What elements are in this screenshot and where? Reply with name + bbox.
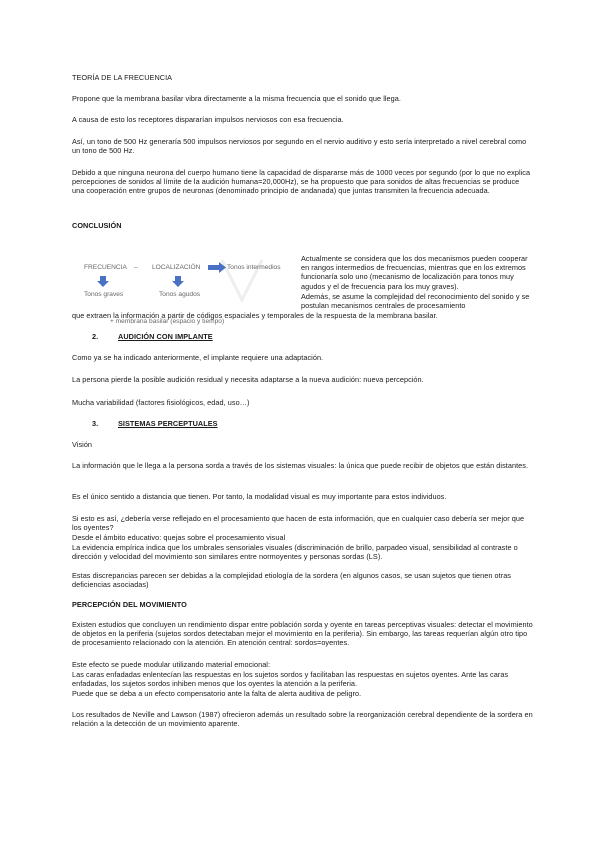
movement-paragraph-2-line-1: Este efecto se puede modular utilizando material emocional:: [72, 660, 271, 669]
vision-heading: Visión: [72, 440, 93, 449]
diagram-dash: –: [134, 264, 138, 271]
section-3-number: 3.: [92, 419, 99, 428]
s3-paragraph-3-line-2: Desde el ámbito educativo: quejas sobre el procesamiento visual: [72, 533, 286, 542]
conclusion-paragraph-2b: que extraen la información a partir de códigos espaciales y temporales de la respuesta de la membrana basilar.: [72, 311, 438, 320]
s2-paragraph-2: La persona pierde la posible audición residual y necesita adaptarse a la nueva audición: nueva percepción.: [72, 375, 424, 384]
diagram-tonos-intermedios: Tonos intermedios: [227, 264, 281, 271]
section-2-number: 2.: [92, 332, 99, 341]
section-2-title: AUDICIÓN CON IMPLANTE: [118, 332, 213, 341]
s3-paragraph-3-line-4: Estas discrepancias parecen ser debidas a la complejidad etiología de la sordera (en algunos casos, se usan sujetos que tienen otras deficiencias asociadas): [72, 571, 511, 590]
s2-paragraph-1: Como ya se ha indicado anteriormente, el implante requiere una adaptación.: [72, 353, 324, 362]
section-2-heading: [92, 332, 213, 341]
paragraph-3: Así, un tono de 500 Hz generaría 500 impulsos nerviosos por segundo en el nervio auditivo y esto sería interpretado a nivel cerebral como un tono de 500 Hz.: [72, 137, 527, 156]
movement-paragraph-2-line-2: Las caras enfadadas enlentecían las respuestas en los sujetos sordos y facilitaban las respuestas en sujetos oyentes. Ante las caras enfadadas, los sujetos sordos inhiben menos que los oyentes la atención a la periferia.: [72, 670, 509, 689]
diagram-tonos-graves: Tonos graves: [84, 291, 124, 298]
movement-paragraph-1: Existen estudios que concluyen un rendimiento dispar entre población sorda y oyente en tareas perceptivas visuales: detectar el movimiento de objetos en la periferia (sujetos sordos detectaban mejor el movimiento en la periferia). Sin embargo, las tareas requerían algún otro tipo de procesamiento relacionado con la atención. En atención central: sordos=oyentes.: [72, 620, 533, 648]
paragraph-4: Debido a que ninguna neurona del cuerpo humano tiene la capacidad de dispararse más de 1000 veces por segundo (por lo que no explica percepciones de sonidos al límite de la audición humana=20,000Hz), se ha propuesto que para sonidos de altas frecuencias se produce una cooperación entre grupos de neuronas (denominado principio de andanada) que juntas transmiten la frecuencia adecuada.: [72, 168, 531, 196]
diagram-tonos-agudos: Tonos agudos: [159, 291, 201, 298]
s3-paragraph-3-line-3: La evidencia empírica indica que los umbrales sensoriales visuales (discriminación de brillo, parpadeo visual, sensibilidad al contraste o dirección y velocidad del movimiento son similares entre normoyentes y personas sordas (LS).: [72, 543, 518, 562]
diagram-frecuencia-label: FRECUENCIA: [84, 264, 127, 271]
paragraph-1: Propone que la membrana basilar vibra directamente a la misma frecuencia que el sonido que llega.: [72, 94, 401, 103]
arrow-down-icon: [172, 276, 184, 287]
diagram-membrana-note: + membrana basilar (espacio y tiempo): [110, 318, 225, 325]
arrow-down-icon: [97, 276, 109, 287]
conclusion-heading: CONCLUSIÓN: [72, 221, 122, 230]
s2-paragraph-3: Mucha variabilidad (factores fisiológicos, edad, uso…): [72, 398, 250, 407]
page-title: TEORÍA DE LA FRECUENCIA: [72, 73, 173, 82]
movement-paragraph-2-line-3: Puede que se deba a un efecto compensatorio ante la falta de alerta auditiva de peligro.: [72, 689, 362, 698]
paragraph-2: A causa de esto los receptores dispararían impulsos nerviosos con esa frecuencia.: [72, 115, 344, 124]
watermark-logo: [212, 250, 272, 310]
section-3-title: SISTEMAS PERCEPTUALES: [118, 419, 218, 428]
s3-paragraph-2: Es el único sentido a distancia que tienen. Por tanto, la modalidad visual es muy importante para estos individuos.: [72, 492, 447, 501]
s3-paragraph-3-line-1: Si esto es así, ¿debería verse reflejado en el procesamiento que hacen de esta información, que en cualquier caso debería ser mejor que los oyentes?: [72, 514, 525, 533]
diagram-localizacion-label: LOCALIZACIÓN: [152, 264, 201, 271]
conclusion-paragraph-2a: Además, se asume la complejidad del reconocimiento del sonido y se postulan mecanismos centrales de procesamiento: [301, 292, 530, 311]
movement-paragraph-3: Los resultados de Neville and Lawson (1987) ofrecieron además un resultado sobre la reorganización cerebral dependiente de la sordera en relación a la detección de un movimiento aparente.: [72, 710, 533, 729]
movement-heading: PERCEPCIÓN DEL MOVIMIENTO: [72, 600, 187, 609]
section-3-heading: [92, 419, 218, 428]
conclusion-paragraph-1: Actualmente se considera que los dos mecanismos pueden cooperar en rangos intermedios de frecuencias, mientras que en los extremos funcionaría solo uno (mecanismo de localización para tonos muy agudos y el de frecuencia para los muy graves).: [301, 254, 528, 291]
s3-paragraph-1: La información que le llega a la persona sorda a través de los sistemas visuales: la única que puede recibir de objetos que están distantes.: [72, 461, 529, 470]
